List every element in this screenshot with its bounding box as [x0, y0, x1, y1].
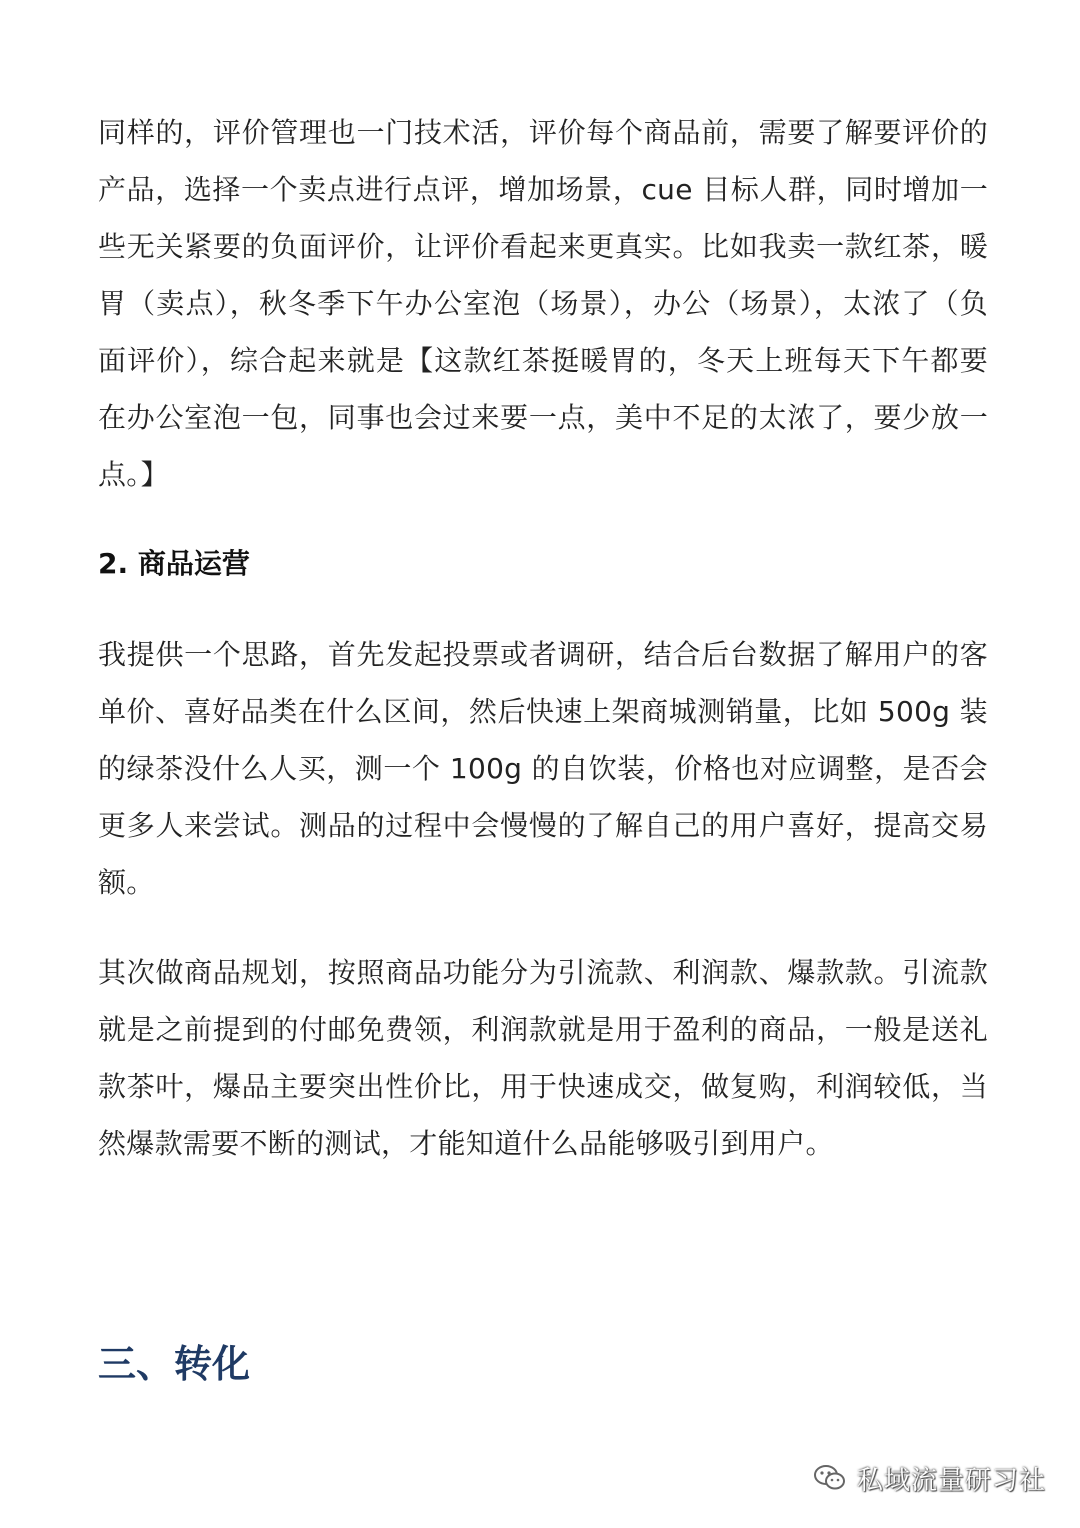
- subheading-product-operation: 2. 商品运营: [98, 547, 250, 580]
- section-heading-conversion: 三、转化: [98, 1342, 251, 1386]
- paragraph-product-testing: 我提供一个思路，首先发起投票或者调研，结合后台数据了解用户的客单价、喜好品类在什么区间，然后快速上架商城测销量，比如 500g 装的绿茶没什么人买，测一个 100g 的自饮装，价格也对应调整，是否会更多人来尝试。测品的过程中会慢慢的了解自己的用户喜好，提高交易额。: [98, 638, 988, 899]
- paragraph-product-planning: 其次做商品规划，按照商品功能分为引流款、利润款、爆款款。引流款就是之前提到的付邮免费领，利润款就是用于盈利的商品，一般是送礼款茶叶，爆品主要突出性价比，用于快速成交，做复购，利润较低，当然爆款需要不断的测试，才能知道什么品能够吸引到用户。: [98, 956, 988, 1160]
- watermark: [813, 1456, 1046, 1500]
- wechat-icon: [813, 1463, 847, 1493]
- article-body: [98, 104, 988, 503]
- paragraph-review-management: 同样的，评价管理也一门技术活，评价每个商品前，需要了解要评价的产品，选择一个卖点进行点评，增加场景，cue 目标人群，同时增加一些无关紧要的负面评价，让评价看起来更真实。比如我卖一款红茶，暖胃（卖点），秋冬季下午办公室泡（场景），办公（场景），太浓了（负面评价），综合起来就是【这款红茶挺暖胃的，冬天上班每天下午都要在办公室泡一包，同事也会过来要一点，美中不足的太浓了，要少放一点。】: [98, 116, 988, 491]
- watermark-text: 私域流量研习社: [856, 1465, 1046, 1496]
